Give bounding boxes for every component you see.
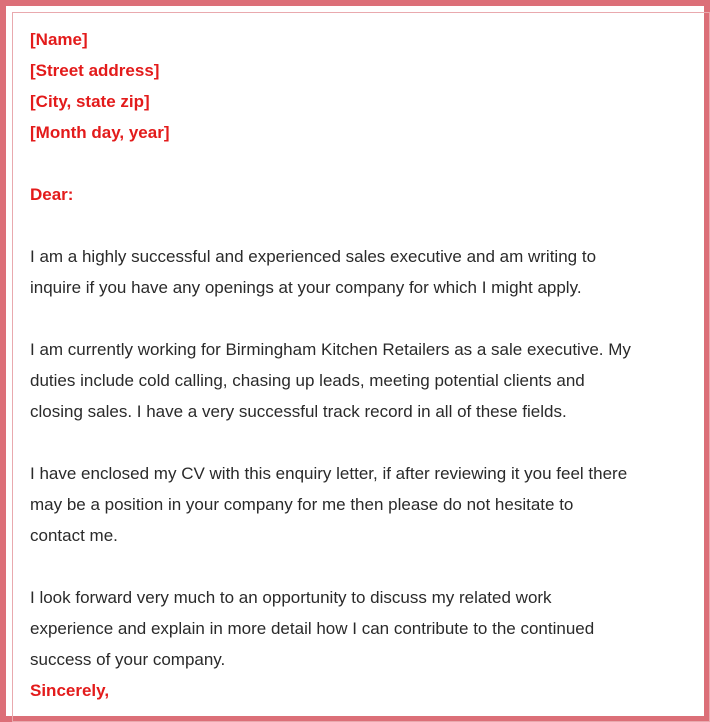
- spacer: [30, 551, 690, 582]
- paragraph-line: may be a position in your company for me then please do not hesitate to: [30, 495, 574, 514]
- paragraph-line: inquire if you have any openings at your company for which I might apply.: [30, 278, 582, 297]
- paragraph-line: closing sales. I have a very successful track record in all of these fields.: [30, 402, 567, 421]
- sender-name: [Name]: [30, 30, 88, 49]
- spacer: [30, 210, 690, 241]
- paragraph-line: I am a highly successful and experienced sales executive and am writing to: [30, 247, 597, 266]
- letter-date: [Month day, year]: [30, 123, 170, 142]
- spacer: [30, 427, 690, 458]
- sender-city: [City, state zip]: [30, 92, 150, 111]
- paragraph-line: I look forward very much to an opportunity to discuss my related work: [30, 588, 552, 607]
- paragraph-line: I am currently working for Birmingham Kitchen Retailers as a sale executive. My: [30, 340, 631, 359]
- paragraph-line: I have enclosed my CV with this enquiry letter, if after reviewing it you feel there: [30, 464, 628, 483]
- letter-body: [30, 24, 690, 706]
- paragraph: [30, 582, 690, 675]
- paragraph: [30, 334, 690, 427]
- paragraph-line: experience and explain in more detail how I can contribute to the continued: [30, 619, 595, 638]
- paragraph: [30, 241, 690, 303]
- salutation: Dear:: [30, 185, 74, 204]
- spacer: [30, 303, 690, 334]
- paragraph-line: duties include cold calling, chasing up leads, meeting potential clients and: [30, 371, 585, 390]
- paragraph: [30, 458, 690, 551]
- closing: Sincerely,: [30, 681, 110, 700]
- spacer: [30, 148, 690, 179]
- sender-street: [Street address]: [30, 61, 160, 80]
- paragraph-line: success of your company.: [30, 650, 226, 669]
- paragraph-line: contact me.: [30, 526, 118, 545]
